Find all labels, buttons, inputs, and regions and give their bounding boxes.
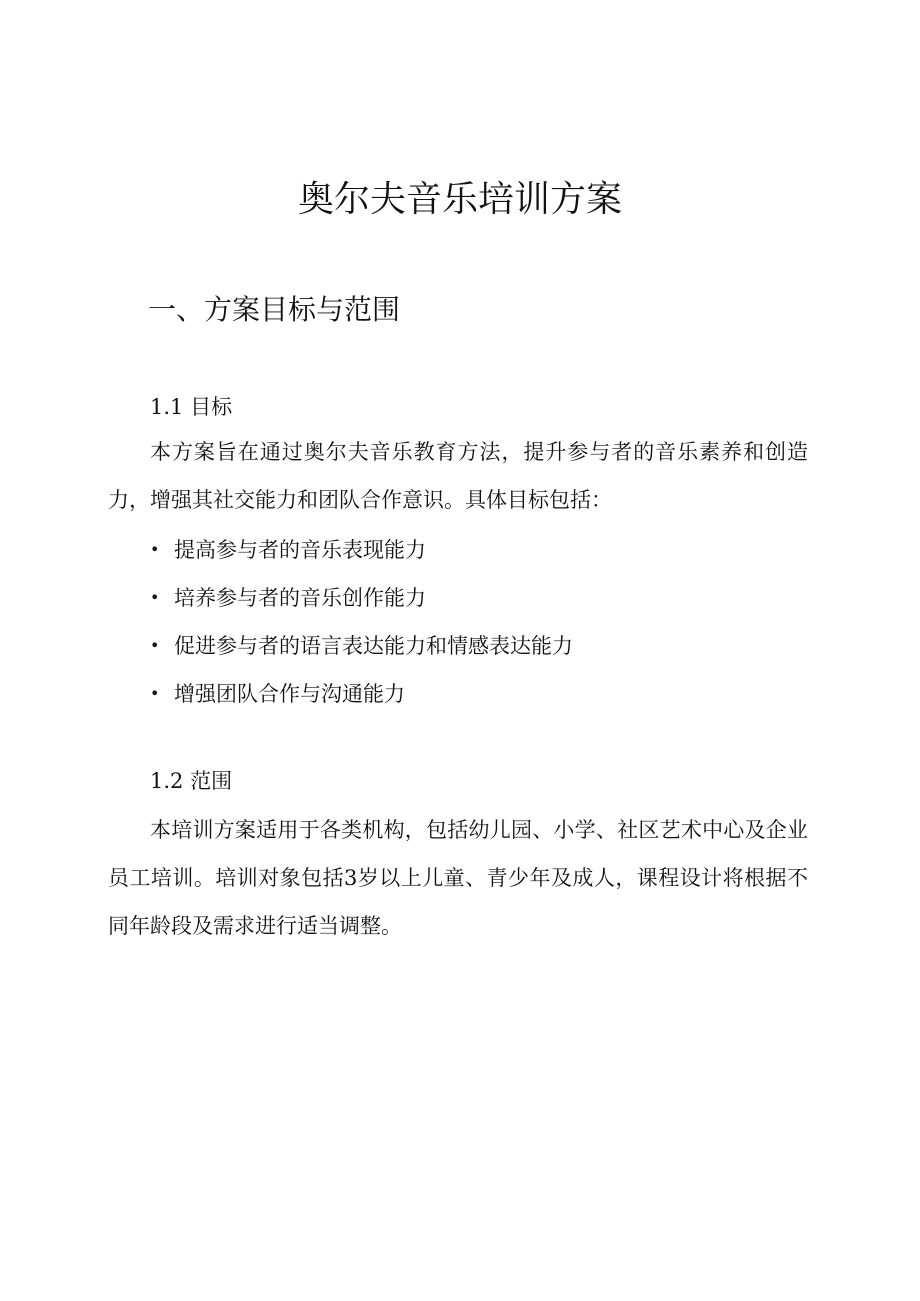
goal-bullet-text: 培养参与者的音乐创作能力 [174,586,426,610]
section-heading-goals-scope: 一、方案目标与范围 [148,293,401,326]
goal-bullet-text: 增强团队合作与沟通能力 [174,682,405,706]
bullet-icon: • [150,636,160,655]
goal-bullet-item [150,574,573,622]
bullet-icon: • [150,588,160,607]
goal-bullet-item [150,670,573,718]
subheading-scope: 1.2 范围 [150,769,233,793]
subheading-goal: 1.1 目标 [150,395,233,419]
document-title: 奥尔夫音乐培训方案 [297,179,622,220]
goal-bullet-text: 提高参与者的音乐表现能力 [174,538,426,562]
goal-bullet-item [150,622,573,670]
bullet-icon: • [150,540,160,559]
scope-paragraph: 本培训方案适用于各类机构，包括幼儿园、小学、社区艺术中心及企业员工培训。培训对象包括3岁以上儿童、青少年及成人，课程设计将根据不同年龄段及需求进行适当调整。 [108,818,808,938]
goal-bullet-list [150,526,573,718]
goal-bullet-text: 促进参与者的语言表达能力和情感表达能力 [174,634,573,658]
bullet-icon: • [150,684,160,703]
goal-bullet-item [150,526,573,574]
goal-intro-paragraph: 本方案旨在通过奥尔夫音乐教育方法，提升参与者的音乐素养和创造力，增强其社交能力和团队合作意识。具体目标包括： [108,440,808,512]
